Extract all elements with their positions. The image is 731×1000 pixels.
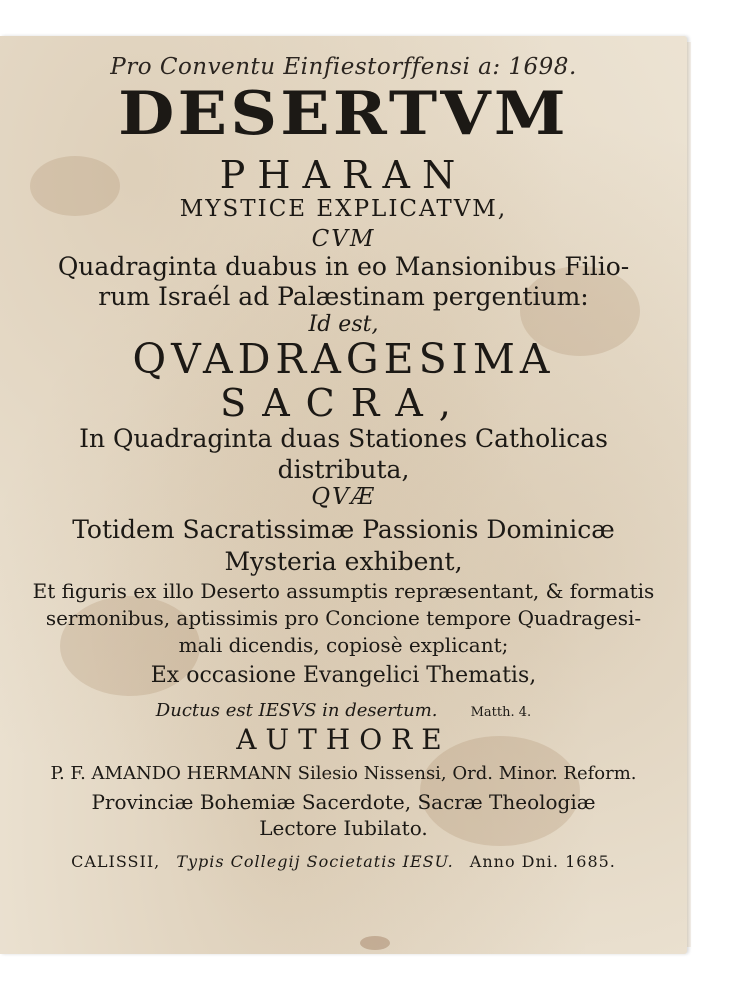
ownership-inscription: Pro Conventu Einfiestorffensi a: 1698. <box>110 54 577 80</box>
author-line-3: Lectore Iubilato. <box>259 816 428 840</box>
title-sacra: SACRA, <box>220 381 467 425</box>
title-line-18: Ex occasione Evangelici Thematis, <box>150 663 537 688</box>
title-line-5: Quadraginta duabus in eo Mansionibus Filio- <box>57 252 630 281</box>
title-line-14: Mysteria exhibent, <box>224 547 463 576</box>
title-id-est: Id est, <box>308 312 379 337</box>
title-cum: CVM <box>311 226 376 252</box>
theme-quote-row <box>0 702 687 720</box>
title-desertum: DESERTVM <box>118 79 569 149</box>
author-line-2: Provinciæ Bohemiæ Sacerdote, Sacræ Theologiæ <box>91 790 596 814</box>
title-line-10: In Quadraginta duas Stationes Catholicas <box>79 424 608 453</box>
title-line-11: distributa, <box>277 455 410 484</box>
title-line-6: rum Israél ad Palæstinam pergentium: <box>98 282 589 311</box>
title-line-17: mali dicendis, copiosè explicant; <box>178 633 509 657</box>
imprint-row <box>0 854 687 870</box>
theme-quote: Ductus est IESVS in desertum. <box>155 700 438 721</box>
foxing-stain <box>360 936 390 950</box>
title-page <box>0 36 687 954</box>
theme-reference: Matth. 4. <box>470 705 532 720</box>
imprint-place: CALISSII, <box>71 852 161 871</box>
title-quae: QVÆ <box>311 484 376 510</box>
imprint-printer: Typis Collegij Societatis IESU. <box>176 852 454 871</box>
author-heading: AUTHORE <box>236 723 451 756</box>
title-line-16: sermonibus, aptissimis pro Concione tempore Quadragesi- <box>45 606 642 630</box>
imprint-date: Anno Dni. 1685. <box>469 852 616 871</box>
title-line-15: Et figuris ex illo Deserto assumptis repræsentant, & formatis <box>32 579 655 603</box>
title-pharan: PHARAN <box>219 153 468 197</box>
author-line-1: P. F. AMANDO HERMANN Silesio Nissensi, Ord. Minor. Reform. <box>50 763 637 784</box>
title-quadragesima: QVADRAGESIMA <box>132 335 555 383</box>
title-mystice: MYSTICE EXPLICATVM, <box>179 196 508 222</box>
page-edge <box>687 42 691 947</box>
title-line-13: Totidem Sacratissimæ Passionis Dominicæ <box>72 515 615 544</box>
